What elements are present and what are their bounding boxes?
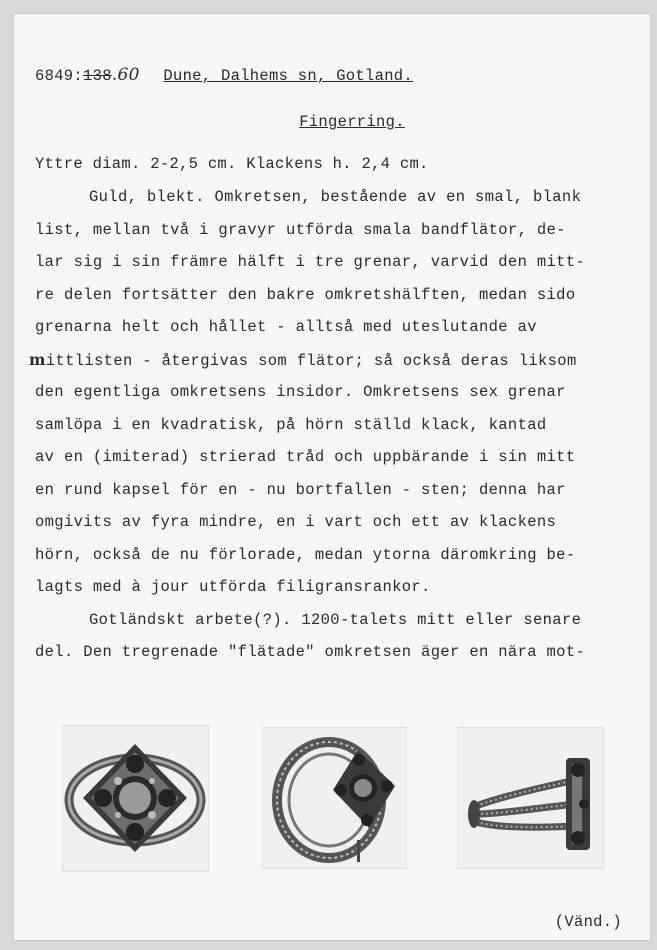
catalog-handwritten-number: .60 [111,65,140,85]
text-line: Guld, blekt. Omkretsen, bestående av en smal, blank [89,188,582,206]
find-place: Dune, Dalhems sn, Gotland. [163,67,414,85]
description-text [29,185,586,673]
text-line: lar sig i sin främre hälft i tre grenar, varvid den mitt- [35,253,586,271]
text-line-rest: ittlisten - återgivas som flätor; så också deras liksom [45,351,577,370]
turn-over-note: (Vänd.) [554,913,622,931]
catalog-struck-number: 138 [83,67,112,85]
text-line: den egentliga omkretsens insidor. Omkretsens sex grenar [35,383,566,401]
text-line [29,348,585,381]
ring-photo-side-view [458,728,603,868]
card-header [35,65,413,85]
text-line: grenarna helt och hållet - alltså med uteslutande av [35,318,537,336]
text-line: av en (imiterad) strierad tråd och uppbärande i sin mitt [35,448,576,466]
ring-photo-top-view [63,726,208,871]
text-line: Gotländskt arbete(?). 1200-talets mitt eller senare [89,610,582,629]
catalog-prefix: 6849: [35,67,84,85]
catalog-card [14,14,650,940]
text-line: re delen fortsätter den bakre omkretshälften, medan sido [35,285,576,304]
text-line: del. Den tregrenade "flätade" omkretsen äger en nära mot- [35,643,586,661]
text-line: lagts med à jour utförda filigransrankor. [35,578,431,596]
ring-photo-oblique-view [263,728,406,868]
dimensions-text: Yttre diam. 2-2,5 cm. Klackens h. 2,4 cm. [35,155,429,173]
catalog-number [35,67,140,85]
text-line: list, mellan två i gravyr utförda smala bandflätor, de- [35,220,566,239]
text-line: omgivits av fyra mindre, en i vart och ett av klackens [35,513,557,531]
handwritten-correction: m [29,349,46,369]
text-line: en rund kapsel för en - nu bortfallen - sten; denna har [35,480,566,499]
text-line: hörn, också de nu förlorade, medan ytorna däromkring be- [35,545,576,564]
text-line: samlöpa i en kvadratisk, på hörn ställd klack, kantad [35,415,547,434]
object-title: Fingerring. [299,113,405,131]
